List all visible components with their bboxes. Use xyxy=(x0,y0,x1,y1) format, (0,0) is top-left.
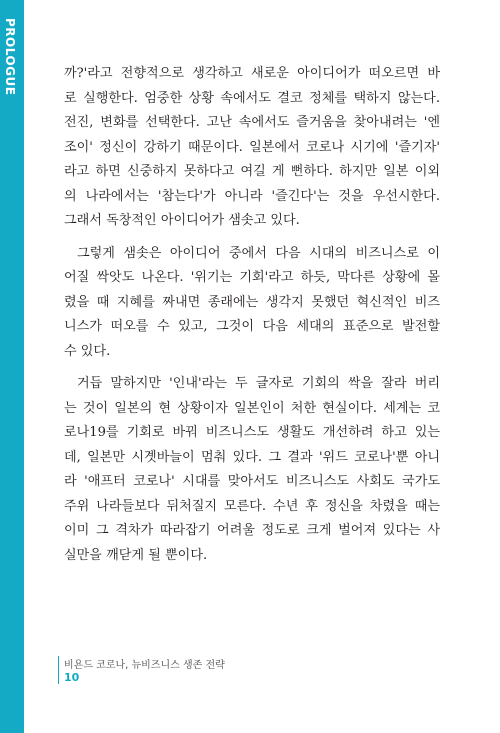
text-line: 니스가 떠오를 수 있고, 그것이 다음 세대의 표준으로 발전할 xyxy=(64,319,440,334)
text-line: 전진, 변화를 선택한다. 고난 속에서도 즐거움을 찾아내려는 '엔 xyxy=(64,115,440,130)
paragraph xyxy=(64,372,440,568)
text-line: 는 것이 일본의 현 상황이자 일본인이 처한 현실이다. 세계는 코 xyxy=(64,400,440,416)
chapter-sidebar xyxy=(0,0,24,733)
text-line: 렸을 때 지혜를 짜내면 종래에는 생각지 못했던 혁신적인 비즈 xyxy=(64,294,440,310)
text-line: 주위 나라들보다 뒤처질지 모른다. 수년 후 정신을 차렸을 때는 xyxy=(64,498,440,514)
text-line: 의 나라에서는 '참는다'가 아니라 '즐긴다'는 것을 우선시한다. xyxy=(64,188,440,204)
text-line: 그렇게 샘솟은 아이디어 중에서 다음 시대의 비즈니스로 이 xyxy=(77,245,440,261)
text-line: 조이' 정신이 강하기 때문이다. 일본에서 코로나 시기에 '즐기자' xyxy=(64,139,440,155)
running-footer-title: 비욘드 코로나, 뉴비즈니스 생존 전략 xyxy=(64,660,225,671)
text-line: 라 '애프터 코로나' 시대를 맞아서도 비즈니스도 사회도 국가도 xyxy=(64,474,440,489)
text-line: 그래서 독창적인 아이디어가 샘솟고 있다. xyxy=(64,213,300,228)
body-text xyxy=(64,62,440,568)
paragraph xyxy=(64,242,440,365)
text-line: 로나19를 기회로 바꿔 비즈니스도 생활도 개선하려 하고 있는 xyxy=(64,425,440,440)
paragraph xyxy=(64,62,440,234)
text-line: 데, 일본만 시곗바늘이 멈춰 있다. 그 결과 '위드 코로나'뿐 아니 xyxy=(64,449,440,465)
text-line: 실만을 깨닫게 될 뿐이다. xyxy=(64,547,208,563)
text-line: 어질 싹앗도 나온다. '위기는 기회'라고 하듯, 막다른 상황에 몰 xyxy=(64,270,440,285)
text-line: 이미 그 격차가 따라잡기 어려울 정도로 크게 벌어져 있다는 사 xyxy=(64,523,440,538)
text-line: 라고 하면 신중하지 못하다고 여길 게 뻔하다. 하지만 일본 이외 xyxy=(64,164,440,179)
footer-rule xyxy=(58,656,59,684)
page-number: 10 xyxy=(64,671,80,684)
text-line: 로 실행한다. 엄중한 상황 속에서도 결코 정체를 택하지 않는다. xyxy=(64,90,440,106)
chapter-label: PROLOGUE xyxy=(3,18,17,96)
text-line: 수 있다. xyxy=(64,343,111,359)
text-line: 거듭 말하지만 '인내'라는 두 글자로 기회의 싹을 잘라 버리 xyxy=(77,376,440,391)
text-line: 까?'라고 전향적으로 생각하고 새로운 아이디어가 떠오르면 바 xyxy=(64,66,440,81)
